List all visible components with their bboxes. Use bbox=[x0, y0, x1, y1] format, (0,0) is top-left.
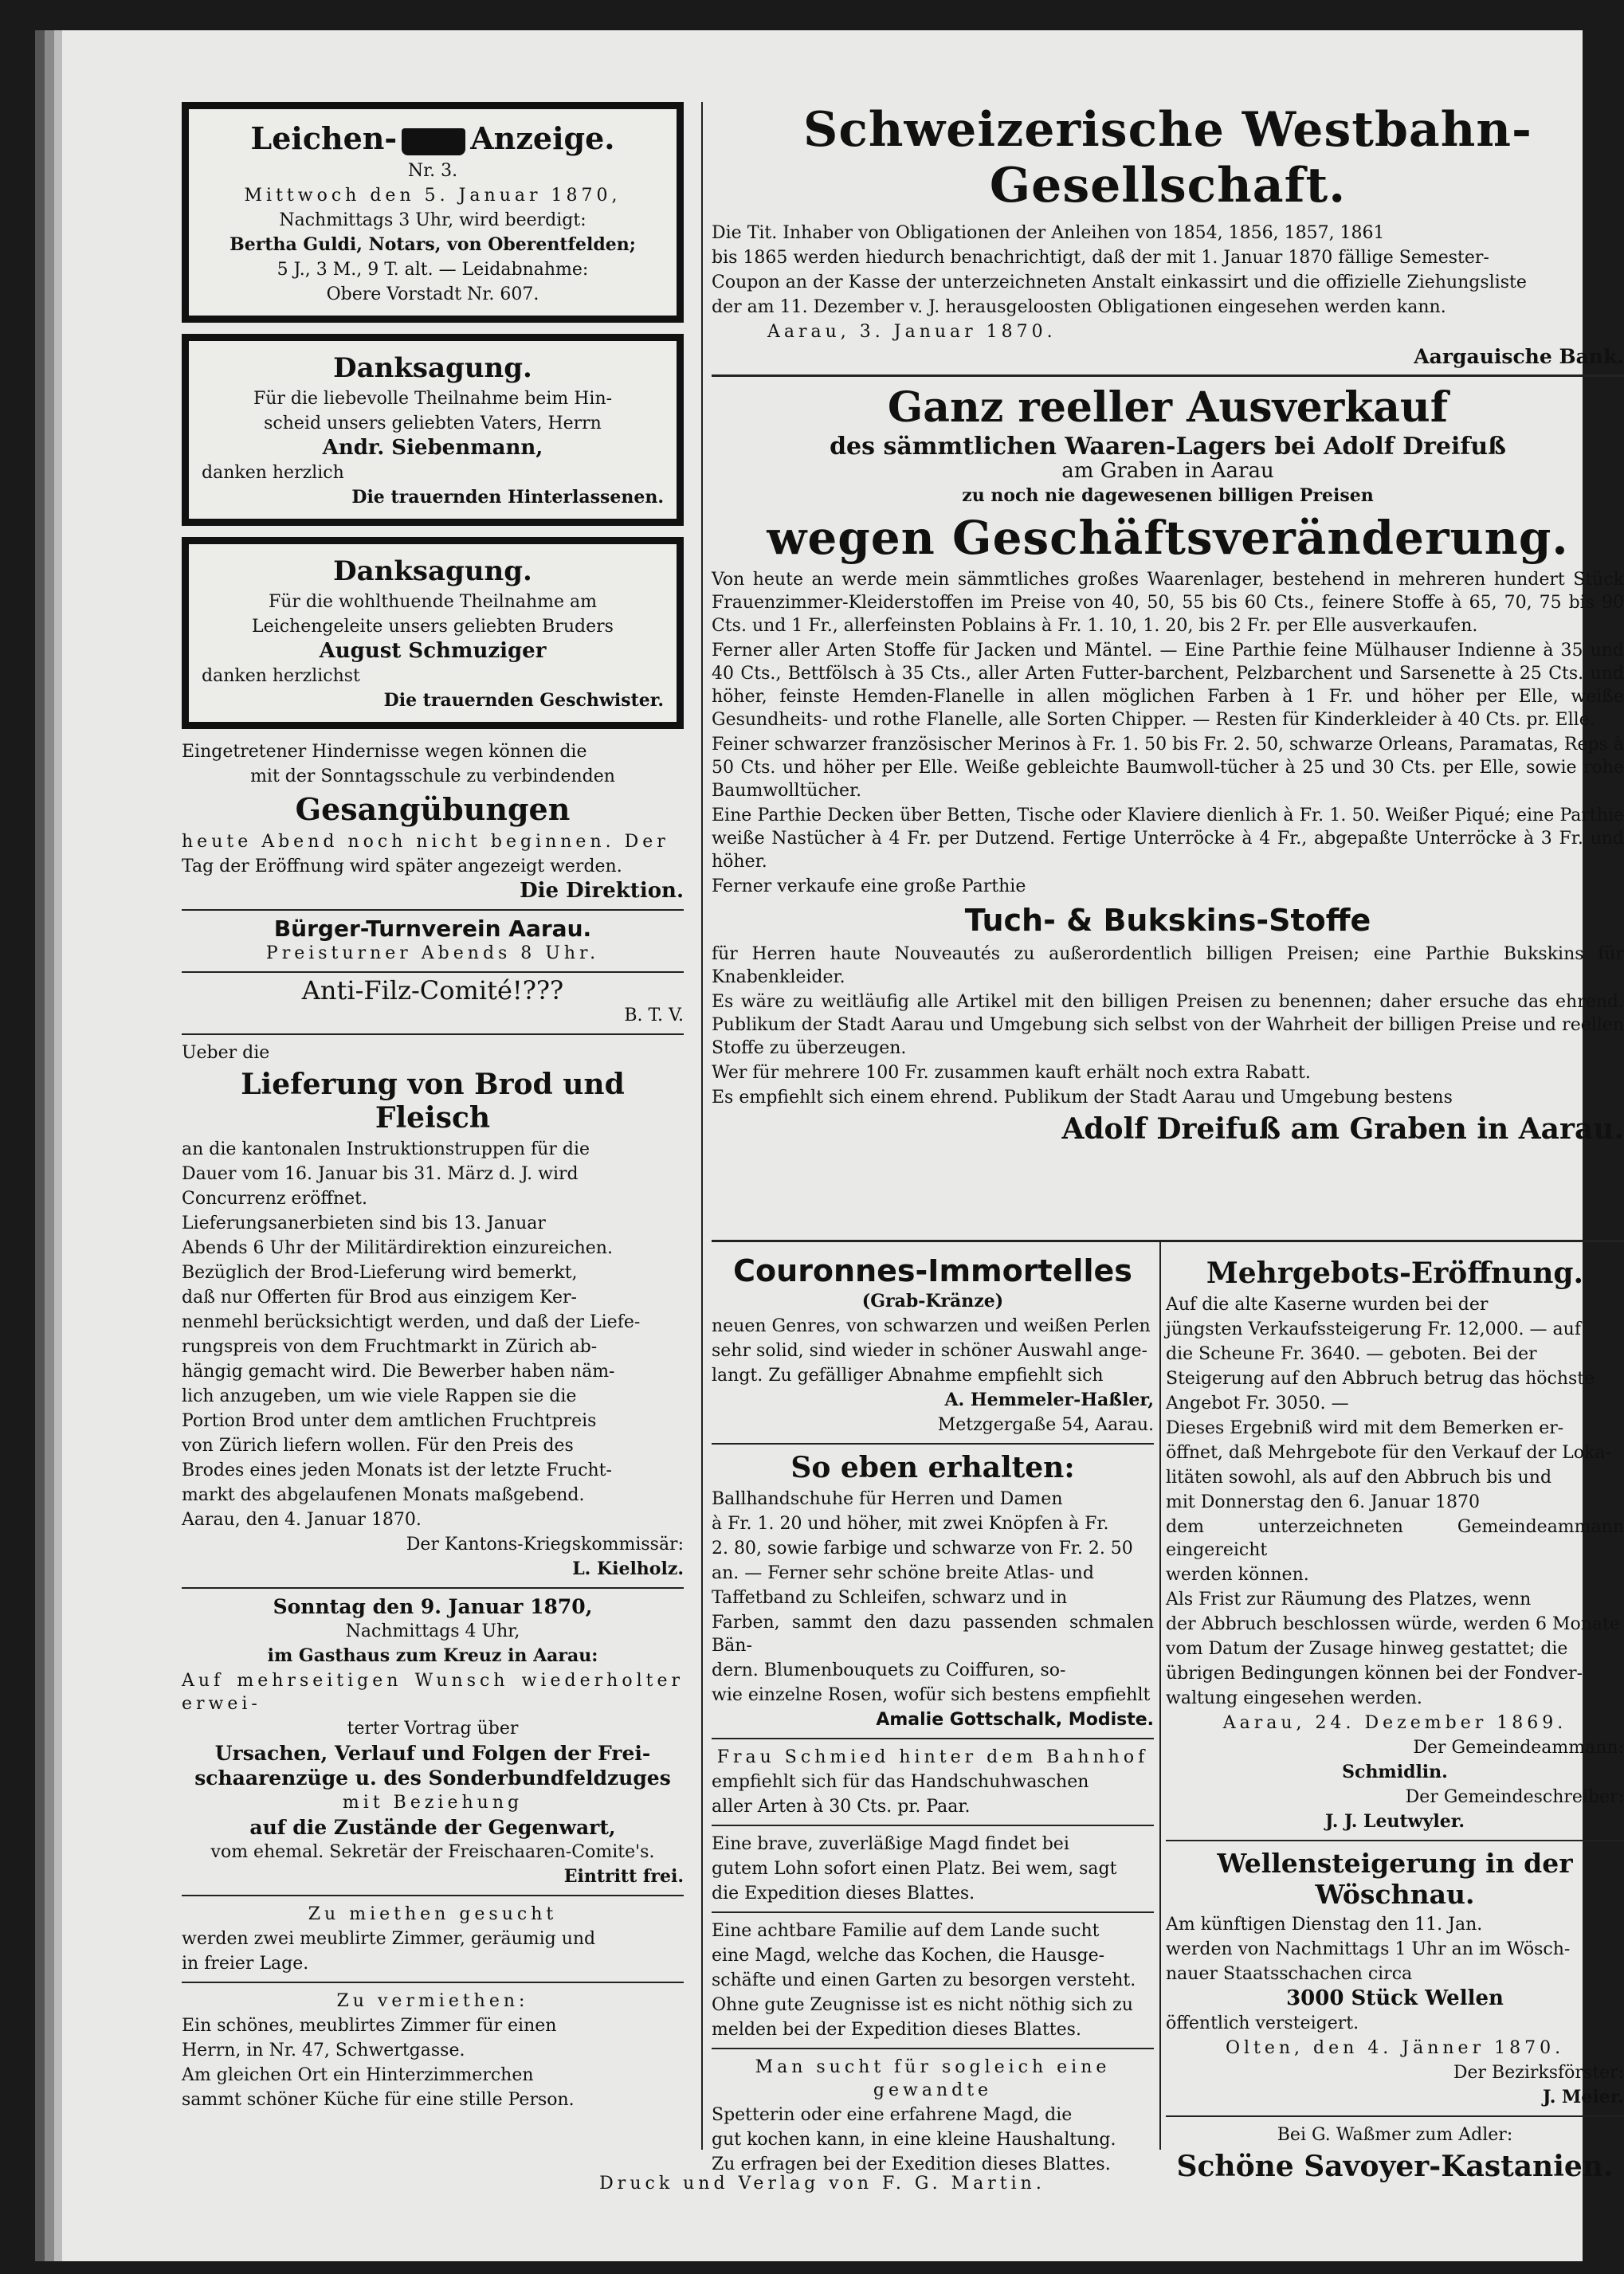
vortrag-line6: schaarenzüge u. des Sonderbundfeldzuges bbox=[194, 1766, 671, 1790]
thanks1-name: Andr. Siebenmann, bbox=[322, 436, 543, 460]
spetterin-line1: Man sucht für sogleich eine gewandte bbox=[755, 2057, 1111, 2100]
mehrgebot-notice bbox=[1166, 1257, 1624, 1833]
kastanien-line1: Bei G. Waßmer zum Adler: bbox=[1277, 2125, 1513, 2145]
westbahn-signature: Aargauische Bank. bbox=[1414, 345, 1624, 368]
gesang-line3: heute Abend noch nicht beginnen. Der bbox=[182, 832, 669, 852]
divider bbox=[712, 1911, 1154, 1913]
westbahn-line: Coupon an der Kasse der unterzeichneten Anstalt einkassirt und die offizielle Ziehungsliste bbox=[712, 272, 1527, 292]
magd2-line1: Eine achtbare Familie auf dem Lande sucht bbox=[712, 1921, 1100, 1941]
spetterin-line4: Zu erfragen bei der Exedition dieses Blattes. bbox=[712, 2154, 1111, 2174]
turnverein-line1: Preisturner Abends 8 Uhr. bbox=[265, 943, 600, 963]
printer-footer: Druck und Verlag von F. G. Martin. bbox=[599, 2174, 1045, 2194]
wellen-line4: öffentlich versteigert. bbox=[1166, 2013, 1359, 2033]
magd2-line2: eine Magd, welche das Kochen, die Hausge- bbox=[712, 1946, 1105, 1966]
mehrgebot-line: übrigen Bedingungen können bei der Fondver- bbox=[1166, 1664, 1583, 1684]
ausverkauf-line2: am Graben in Aarau bbox=[1061, 459, 1274, 483]
erhalten-body bbox=[712, 1488, 1154, 1707]
mehrgebot-line: mit Donnerstag den 6. Januar 1870 bbox=[1166, 1492, 1480, 1512]
divider bbox=[182, 1982, 684, 1983]
couronnes-title: Couronnes-Immortelles bbox=[733, 1253, 1132, 1288]
couronnes-line: sehr solid, sind wieder in schöner Auswahl ange- bbox=[712, 1341, 1147, 1361]
column-divider-right bbox=[1159, 1241, 1161, 2150]
thanks-notice-2 bbox=[182, 537, 684, 729]
right-subcolumn-b bbox=[1166, 1253, 1624, 2186]
column-divider bbox=[701, 102, 703, 2150]
mehrgebot-line: Steigerung auf den Abbruch betrug das höchste bbox=[1166, 1369, 1595, 1389]
mehrgebot-title: Mehrgebots-Eröffnung. bbox=[1206, 1257, 1584, 1290]
zimmer2-title: Zu vermiethen: bbox=[336, 1991, 529, 2011]
ausverkauf-body bbox=[712, 568, 1624, 898]
gesang-title: Gesangübungen bbox=[295, 791, 571, 827]
ausverkauf-line1: des sämmtlichen Waaren-Lagers bei Adolf Dreifuß bbox=[830, 433, 1506, 461]
zimmer2-line3: Am gleichen Ort ein Hinterzimmerchen bbox=[182, 2065, 534, 2085]
mehrgebot-line: waltung eingesehen werden. bbox=[1166, 1688, 1422, 1708]
divider bbox=[182, 1587, 684, 1589]
newspaper-page bbox=[62, 30, 1624, 2261]
zimmer2-line1: Ein schönes, meublirtes Zimmer für einen bbox=[182, 2016, 557, 2036]
brod-line: markt des abgelaufenen Monats maßgebend. bbox=[182, 1485, 585, 1505]
brod-title: Lieferung von Brod und Fleisch bbox=[241, 1068, 625, 1135]
divider bbox=[712, 1240, 1624, 1242]
magd2-line5: melden bei der Expedition dieses Blattes. bbox=[712, 2020, 1081, 2040]
magd1-line2: gutem Lohn sofort einen Platz. Bei wem, sagt bbox=[712, 1859, 1117, 1879]
brod-line: Dauer vom 16. Januar bis 31. März d. J. wird bbox=[182, 1164, 579, 1184]
right-subcolumn-a bbox=[712, 1253, 1154, 2178]
obituary-notice bbox=[182, 102, 684, 323]
mehrgebot-line: öffnet, daß Mehrgebote für den Verkauf der Loka- bbox=[1166, 1443, 1611, 1463]
divider bbox=[182, 909, 684, 911]
wellen-line: nauer Staatsschachen circa bbox=[1166, 1964, 1413, 1984]
obituary-title bbox=[202, 120, 664, 156]
schmied-line3: aller Arten à 30 Cts. pr. Paar. bbox=[712, 1797, 971, 1817]
divider bbox=[712, 2048, 1154, 2049]
gesang-line1: Eingetretener Hindernisse wegen können die bbox=[182, 742, 587, 762]
wellen-signature: J. Meier. bbox=[1543, 2087, 1624, 2107]
spetterin-notice bbox=[712, 2056, 1154, 2176]
zimmer1-line1: werden zwei meublirte Zimmer, geräumig und bbox=[182, 1929, 596, 1949]
brod-line: von Zürich liefern wollen. Für den Preis des bbox=[182, 1436, 574, 1456]
vortrag-line2: im Gasthaus zum Kreuz in Aarau: bbox=[267, 1645, 598, 1666]
westbahn-line: bis 1865 werden hiedurch benachrichtigt, daß der mit 1. Januar 1870 fällige Semester- bbox=[712, 248, 1489, 268]
erhalten-line: 2. 80, sowie farbige und schwarze von Fr. 2. 50 bbox=[712, 1539, 1133, 1558]
magd1-line3: die Expedition dieses Blattes. bbox=[712, 1884, 975, 1903]
magd1-line1: Eine brave, zuverläßige Magd findet bei bbox=[712, 1834, 1069, 1854]
obituary-title-b: Anzeige. bbox=[470, 120, 615, 156]
ausverkauf-paragraph: Es empfiehlt sich einem ehrend. Publikum der Stadt Aarau und Umgebung bestens bbox=[712, 1088, 1453, 1108]
thanks1-line2: scheid unsers geliebten Vaters, Herrn bbox=[264, 414, 602, 433]
mehrgebot-role1: Der Gemeindeammann: bbox=[1413, 1738, 1624, 1758]
spetterin-line2: Spetterin oder eine erfahrene Magd, die bbox=[712, 2105, 1073, 2125]
divider bbox=[712, 1443, 1154, 1445]
wellen-body bbox=[1166, 1913, 1624, 1986]
wellen-line: Am künftigen Dienstag den 11. Jan. bbox=[1166, 1915, 1483, 1935]
westbahn-body bbox=[712, 222, 1624, 319]
zimmer1-line2: in freier Lage. bbox=[182, 1954, 309, 1974]
magd2-notice bbox=[712, 1919, 1154, 2041]
turnverein-title: Bürger-Turnverein Aarau. bbox=[273, 915, 592, 942]
mehrgebot-line: Dieses Ergebniß wird mit dem Bemerken er- bbox=[1166, 1418, 1564, 1438]
ausverkauf-line4: wegen Geschäftsveränderung. bbox=[767, 511, 1569, 565]
ausverkauf-paragraph: Wer für mehrere 100 Fr. zusammen kauft erhält noch extra Rabatt. bbox=[712, 1063, 1311, 1083]
thanks-title-1: Danksagung. bbox=[333, 352, 532, 384]
vortrag-line3: Auf mehrseitigen Wunsch wiederholter erwei- bbox=[182, 1671, 684, 1714]
mehrgebot-line: dem unterzeichneten Gemeindeammann eingereicht bbox=[1166, 1517, 1624, 1560]
mehrgebot-role2: Der Gemeindeschreiber: bbox=[1405, 1787, 1624, 1807]
vortrag-line7: mit Beziehung bbox=[342, 1793, 524, 1813]
couronnes-sub: (Grab-Kränze) bbox=[861, 1291, 1004, 1311]
zimmer-gesucht-notice bbox=[182, 1903, 684, 1975]
wellen-date: Olten, den 4. Jänner 1870. bbox=[1225, 2038, 1565, 2058]
divider bbox=[1166, 2115, 1624, 2117]
brod-line: Lieferungsanerbieten sind bis 13. Januar bbox=[182, 1213, 546, 1233]
mehrgebot-line: litäten sowohl, als auf den Abbruch bis und bbox=[1166, 1468, 1552, 1488]
brod-line: rungspreis von dem Fruchtmarkt in Zürich ab- bbox=[182, 1337, 598, 1357]
obituary-date: Mittwoch den 5. Januar 1870, bbox=[244, 186, 622, 206]
vortrag-notice bbox=[182, 1595, 684, 1888]
divider bbox=[182, 1033, 684, 1035]
gesang-signature: Die Direktion. bbox=[520, 879, 684, 903]
thanks1-signature: Die trauernden Hinterlassenen. bbox=[351, 487, 664, 508]
couronnes-address: Metzgergaße 54, Aarau. bbox=[937, 1415, 1154, 1435]
thanks2-line3: danken herzlichst bbox=[202, 666, 360, 686]
thanks-title-2: Danksagung. bbox=[333, 555, 532, 587]
westbahn-date: Aarau, 3. Januar 1870. bbox=[767, 322, 1057, 342]
ausverkauf-paragraph: Es wäre zu weitläufig alle Artikel mit den billigen Preisen zu benennen; daher ersuche das ehrend. Publikum der Stadt Aarau und Umgebung sich selbst von der Wahrheit der billigen Preise und reellen Stoffe zu überzeugen. bbox=[712, 992, 1624, 1058]
erhalten-line: dern. Blumenbouquets zu Coiffuren, so- bbox=[712, 1660, 1066, 1680]
obituary-place: Obere Vorstadt Nr. 607. bbox=[326, 284, 539, 304]
couronnes-line: langt. Zu gefälliger Abnahme empfiehlt sich bbox=[712, 1366, 1104, 1386]
mehrgebot-line: jüngsten Verkaufssteigerung Fr. 12,000. — auf bbox=[1166, 1319, 1581, 1339]
wellen-role: Der Bezirksförster: bbox=[1453, 2063, 1624, 2083]
brod-date: Aarau, den 4. Januar 1870. bbox=[182, 1510, 422, 1530]
zimmer2-line4: sammt schöner Küche für eine stille Person. bbox=[182, 2090, 575, 2110]
spetterin-line3: gut kochen kann, in eine kleine Haushaltung. bbox=[712, 2130, 1116, 2150]
obituary-age: 5 J., 3 M., 9 T. alt. — Leidabnahme: bbox=[277, 260, 589, 280]
erhalten-signature: Amalie Gottschalk, Modiste. bbox=[876, 1710, 1154, 1730]
ausverkauf-paragraph: Feiner schwarzer französischer Merinos à Fr. 1. 50 bis Fr. 2. 50, schwarze Orleans, Paramatas, Reps à 50 Cts. und höher per Elle. Weiße gebleichte Baumwoll-tücher à 25 und 30 Cts. per Elle, sowie rohe Baumwolltücher. bbox=[712, 735, 1624, 801]
erhalten-line: Taffetband zu Schleifen, schwarz und in bbox=[712, 1588, 1068, 1608]
mehrgebot-line: werden können. bbox=[1166, 1565, 1309, 1585]
thanks1-line3: danken herzlich bbox=[202, 463, 344, 483]
erhalten-line: an. — Ferner sehr schöne breite Atlas- und bbox=[712, 1563, 1094, 1583]
brod-line: hängig gemacht wird. Die Bewerber haben näm- bbox=[182, 1362, 615, 1382]
ausverkauf-paragraph: Ferner verkaufe eine große Parthie bbox=[712, 876, 1026, 896]
ausverkauf-body2 bbox=[712, 943, 1624, 1109]
erhalten-title: So eben erhalten: bbox=[790, 1451, 1075, 1484]
right-column-top bbox=[712, 102, 1624, 1149]
couronnes-notice bbox=[712, 1253, 1154, 1437]
brod-signature: L. Kielholz. bbox=[572, 1558, 684, 1579]
brod-line: daß nur Offerten für Brod aus einzigem Ker- bbox=[182, 1288, 577, 1308]
antifilz-title: Anti-Filz-Comité!??? bbox=[301, 975, 564, 1006]
gesang-line2: mit der Sonntagsschule zu verbindenden bbox=[250, 766, 615, 786]
ausverkauf-signature: Adolf Dreifuß am Graben in Aarau. bbox=[1061, 1112, 1624, 1146]
thanks2-signature: Die trauernden Geschwister. bbox=[383, 690, 664, 711]
brod-line: Portion Brod unter dem amtlichen Fruchtpreis bbox=[182, 1411, 597, 1431]
wellen-line: werden von Nachmittags 1 Uhr an im Wösch- bbox=[1166, 1939, 1571, 1959]
ausverkauf-paragraph: für Herren haute Nouveautés zu außerordentlich billigen Preisen; eine Parthie Bukskins für Knabenkleider. bbox=[712, 944, 1624, 987]
ausverkauf-paragraph: Von heute an werde mein sämmtliches großes Waarenlager, bestehend in mehreren hundert Stück Frauenzimmer-Kleiderstoffen im Preise von 40, 50, 55 bis 60 Cts., feinere Stoffe à 65, 70, 75 bis 90 Cts. und 1 Fr., allerfeinsten Poblains à Fr. 1. 10, 1. 20, bis 2 Fr. per Elle ausverkaufen. bbox=[712, 570, 1624, 636]
couronnes-body bbox=[712, 1315, 1154, 1387]
divider bbox=[1166, 1840, 1624, 1841]
mehrgebot-date: Aarau, 24. Dezember 1869. bbox=[1222, 1713, 1567, 1733]
divider bbox=[182, 971, 684, 973]
obituary-name: Bertha Guldi, Notars, von Oberentfelden; bbox=[229, 234, 636, 255]
magd1-notice bbox=[712, 1833, 1154, 1905]
obituary-nr: Nr. 3. bbox=[407, 161, 458, 181]
zimmer-vermiethen-notice bbox=[182, 1990, 684, 2111]
thanks2-line2: Leichengeleite unsers geliebten Bruders bbox=[252, 617, 614, 637]
tuch-title: Tuch- & Bukskins-Stoffe bbox=[964, 903, 1371, 938]
schmied-line1: Frau Schmied hinter dem Bahnhof bbox=[716, 1747, 1149, 1767]
brod-line: an die kantonalen Instruktionstruppen für die bbox=[182, 1139, 590, 1159]
westbahn-header: Schweizerische Westbahn-Gesellschaft. bbox=[803, 102, 1532, 214]
westbahn-line: Die Tit. Inhaber von Obligationen der Anleihen von 1854, 1856, 1857, 1861 bbox=[712, 223, 1385, 243]
wellen-title: Wellensteigerung in der Wöschnau. bbox=[1217, 1848, 1573, 1910]
couronnes-signature: A. Hemmeler-Haßler, bbox=[944, 1390, 1154, 1410]
erhalten-line: Ballhandschuhe für Herren und Damen bbox=[712, 1489, 1063, 1509]
wellen-notice bbox=[1166, 1848, 1624, 2109]
couronnes-line: neuen Genres, von schwarzen und weißen Perlen bbox=[712, 1316, 1151, 1336]
mehrgebot-signature2: J. J. Leutwyler. bbox=[1325, 1811, 1465, 1832]
ausverkauf-line3: zu noch nie dagewesenen billigen Preisen bbox=[962, 485, 1374, 506]
brod-body bbox=[182, 1138, 684, 1507]
thanks2-name: August Schmuziger bbox=[319, 639, 547, 663]
mehrgebot-line: Auf die alte Kaserne wurden bei der bbox=[1166, 1295, 1489, 1315]
mehrgebot-line: der Abbruch beschlossen würde, werden 6 Monate bbox=[1166, 1614, 1620, 1634]
brod-line: Abends 6 Uhr der Militärdirektion einzureichen. bbox=[182, 1238, 613, 1258]
zimmer1-title: Zu miethen gesucht bbox=[308, 1904, 558, 1924]
brod-line: nenmehl berücksichtigt werden, und daß der Liefe- bbox=[182, 1312, 641, 1332]
brod-intro: Ueber die bbox=[182, 1043, 270, 1063]
vortrag-line1: Nachmittags 4 Uhr, bbox=[345, 1621, 520, 1641]
erhalten-line: Farben, sammt den dazu passenden schmalen Bän- bbox=[712, 1613, 1154, 1656]
mehrgebot-line: die Scheune Fr. 3640. — geboten. Bei der bbox=[1166, 1344, 1537, 1364]
divider bbox=[182, 1895, 684, 1896]
left-column bbox=[182, 102, 684, 2113]
vortrag-title: Sonntag den 9. Januar 1870, bbox=[273, 1595, 593, 1618]
erhalten-line: à Fr. 1. 20 und höher, mit zwei Knöpfen à Fr. bbox=[712, 1514, 1109, 1534]
kastanien-title: Schöne Savoyer-Kastanien. bbox=[1176, 2150, 1614, 2183]
ausverkauf-notice bbox=[712, 383, 1624, 1147]
ausverkauf-paragraph: Eine Parthie Decken über Betten, Tische oder Klaviere dienlich à Fr. 1. 50. Weißer Piqué; eine Parthie weiße Nastücher à 4 Fr. per Dutzend. Fertige Unterröcke à 4 Fr., abgepaßte Unterröcke à 3 Fr. und höher. bbox=[712, 806, 1624, 872]
antifilz-signature: B. T. V. bbox=[624, 1006, 684, 1025]
schmied-line2: empfiehlt sich für das Handschuhwaschen bbox=[712, 1772, 1089, 1792]
erhalten-line: wie einzelne Rosen, wofür sich bestens empfiehlt bbox=[712, 1685, 1151, 1705]
gesang-line4: Tag der Eröffnung wird später angezeigt werden. bbox=[182, 857, 622, 876]
divider bbox=[712, 374, 1624, 377]
mehrgebot-body bbox=[1166, 1293, 1624, 1710]
divider bbox=[712, 1738, 1154, 1739]
brod-line: lich anzugeben, um wie viele Rappen sie die bbox=[182, 1386, 577, 1406]
brod-line: Bezüglich der Brod-Lieferung wird bemerkt, bbox=[182, 1263, 578, 1283]
mehrgebot-line: vom Datum der Zusage hinweg gestattet; die bbox=[1166, 1639, 1568, 1659]
erhalten-notice bbox=[712, 1451, 1154, 1731]
brod-notice bbox=[182, 1041, 684, 1581]
magd2-line3: schäfte und einen Garten zu besorgen versteht. bbox=[712, 1970, 1136, 1990]
vortrag-signature: Eintritt frei. bbox=[563, 1866, 684, 1887]
coffin-icon bbox=[402, 128, 465, 155]
schmied-notice bbox=[712, 1746, 1154, 1818]
mehrgebot-signature1: Schmidlin. bbox=[1342, 1762, 1448, 1782]
vortrag-line8: auf die Zustände der Gegenwart, bbox=[249, 1816, 616, 1839]
zimmer2-line2: Herrn, in Nr. 47, Schwertgasse. bbox=[182, 2041, 465, 2060]
wellen-amount: 3000 Stück Wellen bbox=[1286, 1986, 1504, 2010]
divider bbox=[712, 1825, 1154, 1826]
ausverkauf-title: Ganz reeller Ausverkauf bbox=[887, 383, 1449, 432]
vortrag-line9: vom ehemal. Sekretär der Freischaaren-Comite's. bbox=[210, 1842, 655, 1862]
obituary-title-a: Leichen- bbox=[250, 120, 398, 156]
magd2-line4: Ohne gute Zeugnisse ist es nicht nöthig sich zu bbox=[712, 1995, 1133, 2015]
mehrgebot-line: Angebot Fr. 3050. — bbox=[1166, 1394, 1349, 1413]
mehrgebot-line: Als Frist zur Räumung des Platzes, wenn bbox=[1166, 1590, 1532, 1609]
brod-role: Der Kantons-Kriegskommissär: bbox=[406, 1535, 684, 1555]
antifilz-notice bbox=[182, 975, 684, 1027]
vortrag-line4: terter Vortrag über bbox=[347, 1719, 519, 1739]
obituary-time: Nachmittags 3 Uhr, wird beerdigt: bbox=[279, 210, 586, 230]
brod-line: Concurrenz eröffnet. bbox=[182, 1189, 367, 1209]
thanks1-line1: Für die liebevolle Theilnahme beim Hin- bbox=[253, 389, 613, 409]
ausverkauf-paragraph: Ferner aller Arten Stoffe für Jacken und Mäntel. — Eine Parthie feine Mülhauser Indienne à 35 und 40 Cts., Bettfölsch à 35 Cts., aller Arten Futter-barchent, Pelzbarchent und Sarsenette à 25 Cts. und höher, feinste Hemden-Flanelle in allen möglichen Farben à 1 Fr. und höher per Elle, weiße Gesundheits- und rothe Flanelle, alle Sorten Chipper. — Resten für Kinderkleider à 40 Cts. pr. Elle. bbox=[712, 641, 1624, 730]
gesang-notice bbox=[182, 740, 684, 903]
turnverein-notice bbox=[182, 917, 684, 965]
vortrag-line5: Ursachen, Verlauf und Folgen der Frei- bbox=[214, 1742, 651, 1765]
thanks-notice-1 bbox=[182, 334, 684, 526]
westbahn-line: der am 11. Dezember v. J. herausgeloosten Obligationen eingesehen werden kann. bbox=[712, 297, 1446, 317]
thanks2-line1: Für die wohlthuende Theilnahme am bbox=[268, 592, 598, 612]
brod-line: Brodes eines jeden Monats ist der letzte Frucht- bbox=[182, 1460, 612, 1480]
